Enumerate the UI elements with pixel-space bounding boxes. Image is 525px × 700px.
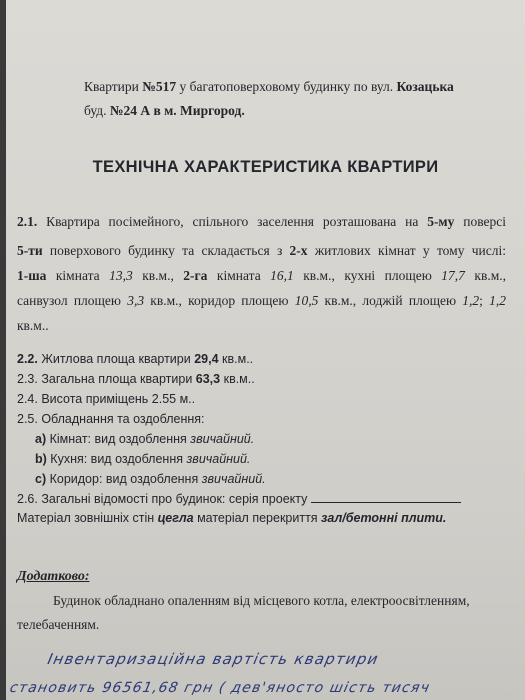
- section-2-1-line-4: [17, 293, 506, 309]
- section-2-1-line-3: [17, 268, 506, 284]
- section-2-1-line-5: кв.м..: [17, 318, 49, 333]
- finish-corridor: [35, 471, 266, 487]
- text: кв.м., кухні площею: [293, 268, 442, 283]
- text: ;: [479, 293, 490, 308]
- document-title: ТЕХНІЧНА ХАРАКТЕРИСТИКА КВАРТИРИ: [92, 158, 439, 176]
- finish-rooms: [35, 431, 254, 447]
- project-series-blank: [311, 491, 461, 503]
- item-letter: с): [35, 472, 47, 486]
- handwritten-line-1: Інвентаризаційна вартість квартири: [46, 650, 381, 668]
- floor: 5-му: [427, 214, 455, 229]
- total-area: 63,3: [195, 372, 221, 386]
- text: кв.м., коридор площею: [144, 293, 295, 308]
- text: кв.м.,: [464, 268, 506, 283]
- apartment-number: №517: [142, 79, 177, 94]
- living-area: 29,4: [194, 352, 219, 366]
- additional-text-2: телебаченням.: [17, 617, 100, 632]
- text: Кімнат: вид оздоблення: [46, 432, 191, 446]
- section-2-1-line-2: [17, 243, 506, 259]
- handwritten-line-2: становить 96561,68 грн ( дев'яносто шість тисяч: [8, 680, 432, 696]
- document-page: [6, 0, 525, 700]
- section-number: 2.1.: [17, 214, 38, 229]
- text: Житлова площа квартири: [37, 352, 195, 366]
- house-label: буд.: [84, 103, 110, 118]
- house-number-city: №24 А в м. Миргород.: [109, 103, 245, 118]
- text: житлових кімнат у тому числі:: [307, 243, 506, 258]
- item-letter: а): [35, 432, 47, 446]
- finish-kitchen: [35, 451, 250, 467]
- section-2-3: [17, 371, 255, 387]
- text: 2.3. Загальна площа квартири: [17, 372, 196, 386]
- text: Матеріал зовнішніх стін: [17, 511, 158, 525]
- room-2: 2-га: [183, 268, 208, 283]
- building-text: у багатоповерховому будинку по вул.: [176, 79, 397, 94]
- address-line-1: [84, 79, 454, 95]
- text: 2.6. Загальні відомості про будинок: серія проекту: [17, 492, 308, 506]
- section-2-4: 2.4. Висота приміщень 2.55 м..: [17, 392, 196, 406]
- corridor-area: 10,5: [294, 293, 319, 308]
- floors-total: 5-ти: [17, 243, 43, 258]
- wall-material: цегла: [157, 511, 194, 525]
- apt-label: Квартири: [84, 79, 143, 94]
- finish-value: звичайний.: [201, 472, 266, 486]
- text: Квартира посімейного, спільного заселення розташована на: [37, 214, 428, 229]
- additional-text-1: Будинок обладнано опаленням від місцевого котла, електроосвітленням,: [53, 593, 470, 608]
- text: кв.м., лоджій площею: [318, 293, 463, 308]
- text: санвузол площею: [17, 293, 128, 308]
- address-line-2: [84, 103, 245, 119]
- text: поверхового будинку та складається з: [42, 243, 290, 258]
- room-1-area: 13,3: [109, 268, 133, 283]
- loggia-area-2: 1,2: [489, 293, 506, 308]
- text: Кухня: вид оздоблення: [46, 452, 187, 466]
- finish-value: звичайний.: [186, 452, 251, 466]
- kitchen-area: 17,7: [441, 268, 465, 283]
- room-1: 1-ша: [17, 268, 47, 283]
- section-2-2: [17, 351, 253, 367]
- bathroom-area: 3,3: [127, 293, 145, 308]
- item-letter: b): [35, 452, 47, 466]
- section-2-6: [17, 491, 461, 507]
- section-2-5: 2.5. Обладнання та оздоблення:: [17, 412, 205, 426]
- text: кімната: [46, 268, 110, 283]
- text: поверсі: [454, 214, 506, 229]
- loggia-area-1: 1,2: [462, 293, 480, 308]
- section-2-1-line-1: [17, 214, 506, 230]
- finish-value: звичайний.: [190, 432, 255, 446]
- street-name: Козацька: [396, 79, 454, 94]
- additional-heading: Додатково:: [17, 569, 90, 584]
- rooms-count: 2-х: [289, 243, 308, 258]
- text: Коридор: вид оздоблення: [46, 472, 202, 486]
- text: кв.м.,: [132, 268, 184, 283]
- materials-line: [17, 510, 446, 526]
- text: кв.м..: [220, 372, 255, 386]
- text: кімната: [207, 268, 271, 283]
- ceiling-material: зал/бетонні плити.: [321, 511, 447, 525]
- text: матеріал перекриття: [193, 511, 322, 525]
- room-2-area: 16,1: [270, 268, 294, 283]
- text: кв.м..: [218, 352, 254, 366]
- section-number: 2.2.: [17, 352, 38, 366]
